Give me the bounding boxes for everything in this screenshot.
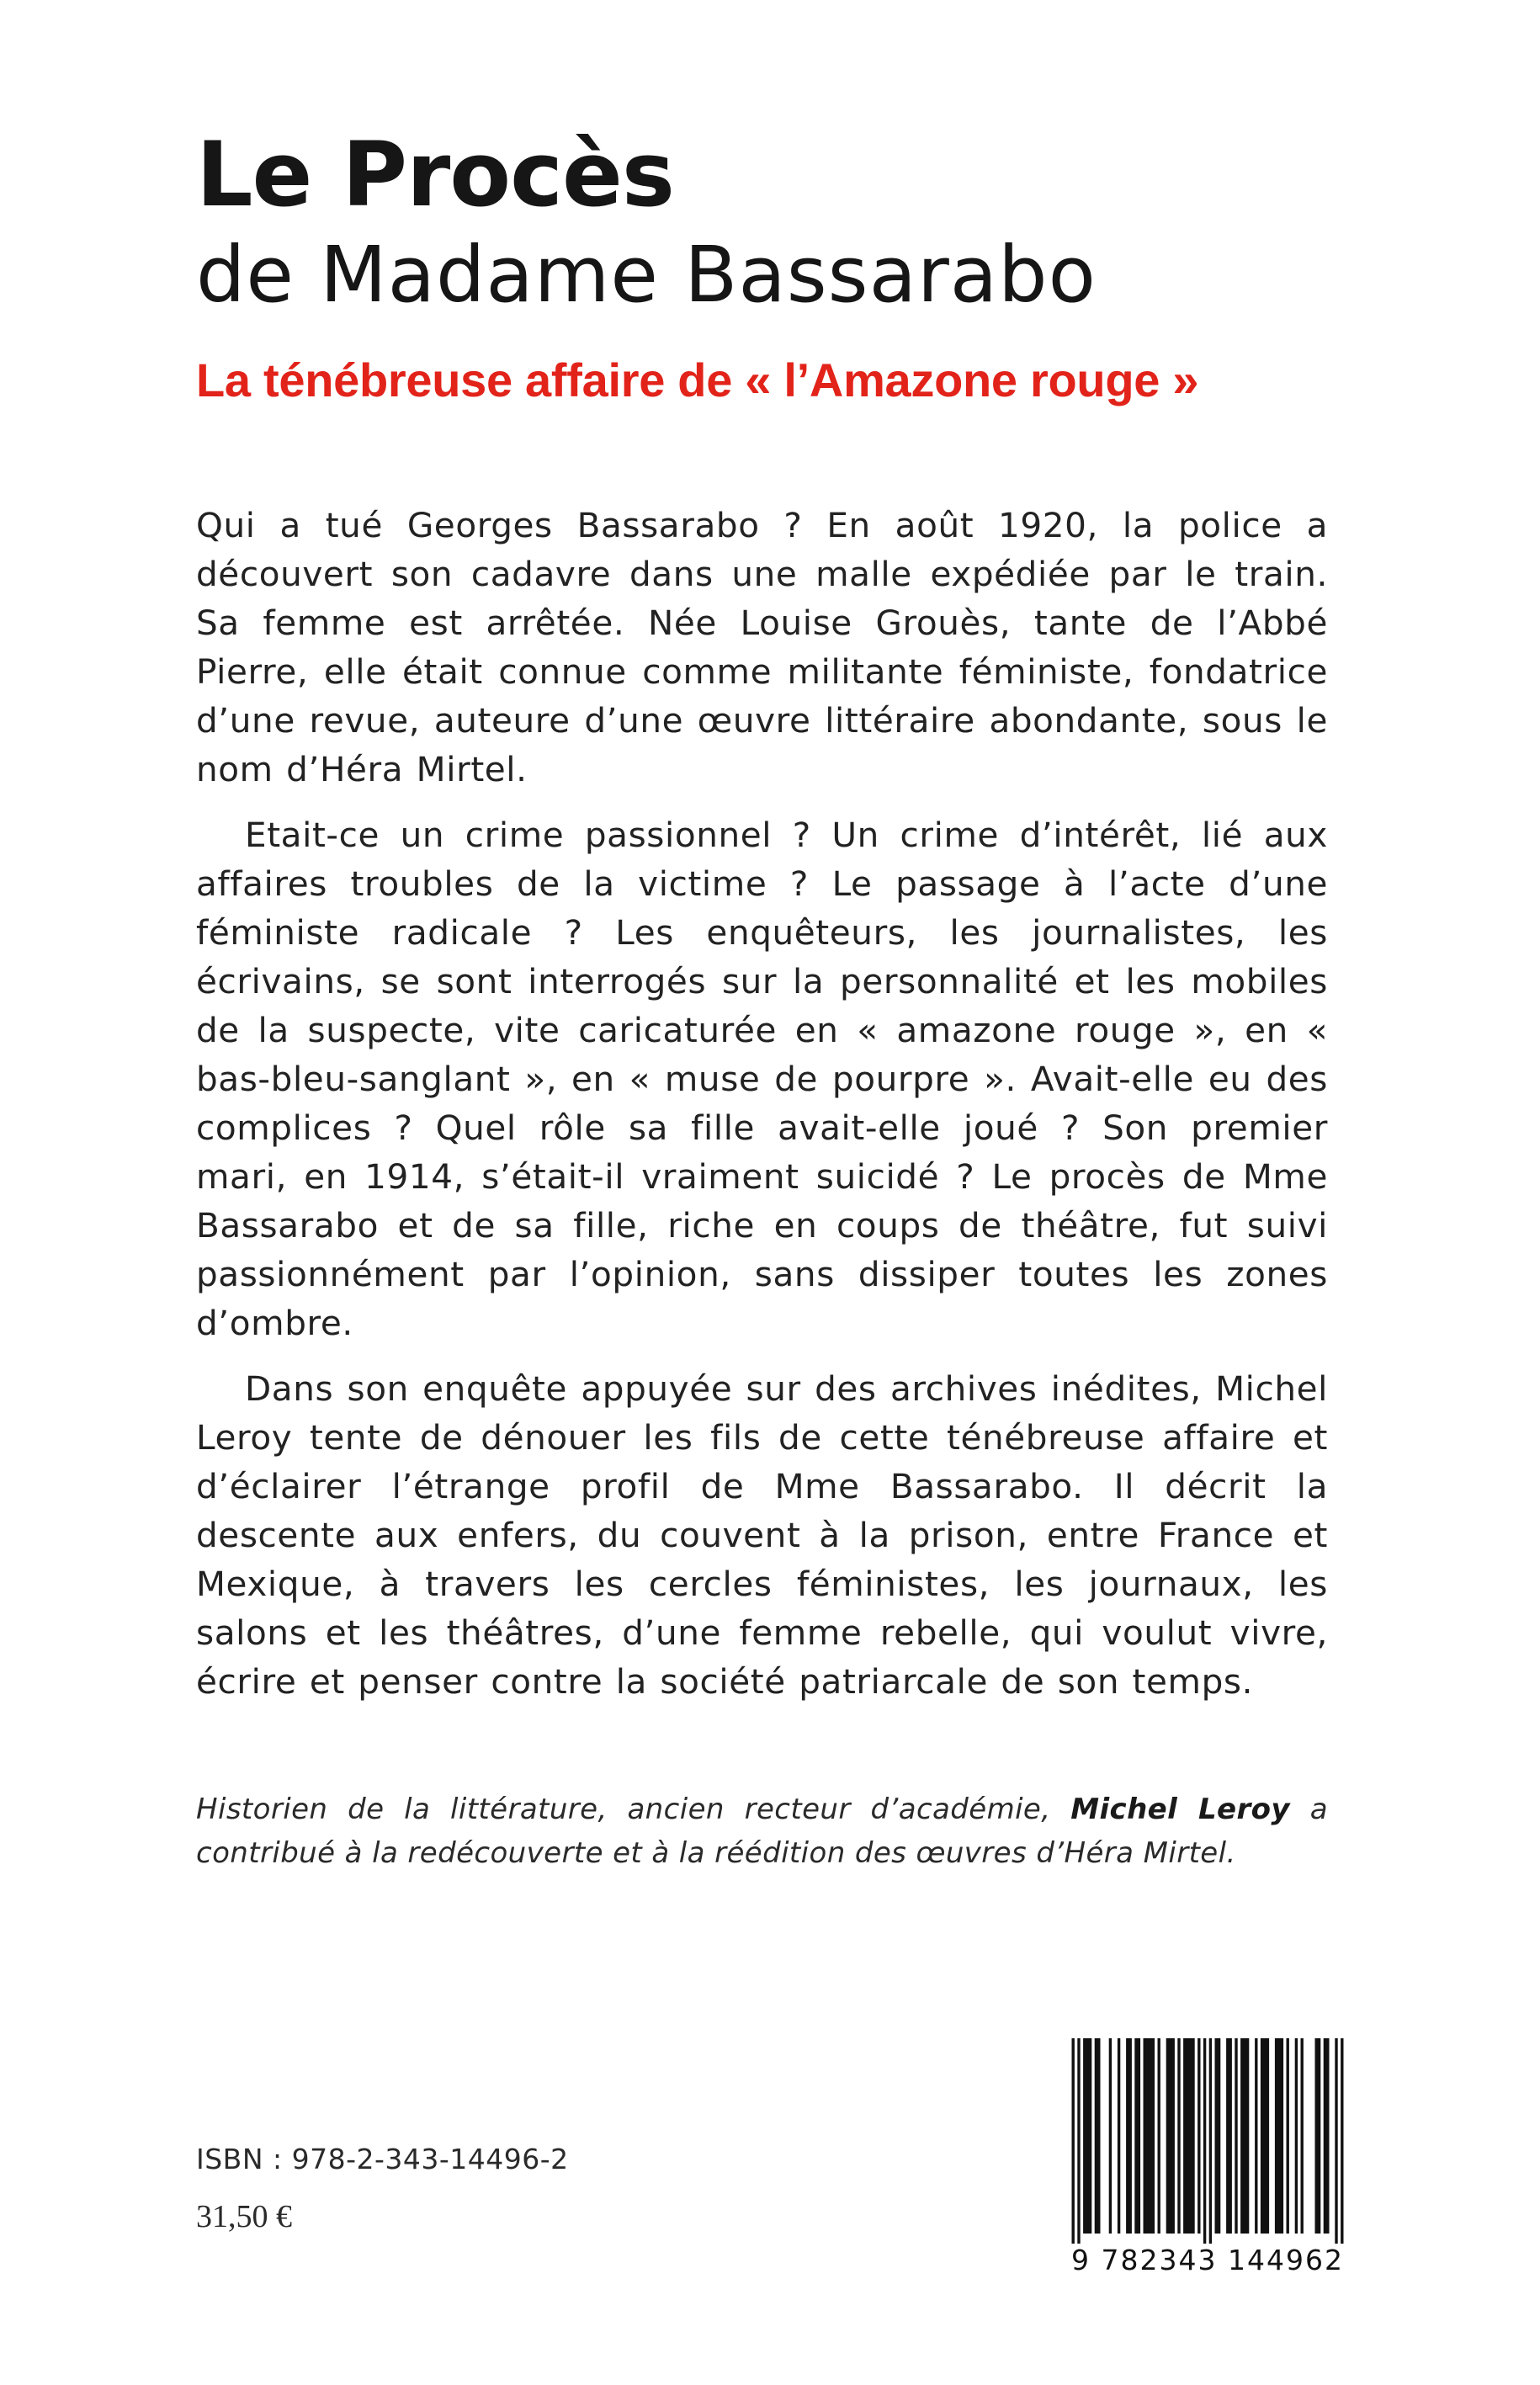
- isbn-label: ISBN : 978-2-343-14496-2: [196, 2143, 569, 2175]
- barcode-bar: [1240, 2038, 1249, 2234]
- barcode-bar: [1083, 2038, 1091, 2234]
- barcode-bar: [1203, 2038, 1206, 2244]
- barcode-bar: [1341, 2038, 1343, 2244]
- barcode-bar: [1126, 2038, 1132, 2234]
- author-bio-intro: Historien de la littérature, ancien recteur d’académie,: [196, 1793, 1071, 1826]
- barcode-bar: [1072, 2038, 1075, 2244]
- book-title-sub: de Madame Bassarabo: [196, 230, 1097, 320]
- barcode-bar: [1109, 2038, 1112, 2234]
- barcode-bars: [1062, 2038, 1353, 2244]
- blurb-paragraph-3: Dans son enquête appuyée sur des archives inédites, Michel Leroy tente de dénouer les fils de cette ténébreuse affaire et d’éclairer l’étrange profil de Mme Bassarabo. Il décrit la descente aux enfers, du couvent à la prison, entre France et Mexique, à travers les cercles féministes, les journaux, les salons et les théâtres, d’une femme rebelle, qui voulut vivre, écrire et penser contre la société patriarcale de son temps.: [196, 1368, 1328, 1702]
- barcode-bar: [1275, 2038, 1283, 2234]
- barcode-bar: [1177, 2038, 1180, 2234]
- barcode-bar: [1118, 2038, 1120, 2234]
- barcode-bar: [1095, 2038, 1101, 2234]
- barcode-bar: [1077, 2038, 1080, 2244]
- barcode-bar: [1166, 2038, 1175, 2234]
- back-cover-blurb: [196, 501, 1328, 1723]
- barcode-bar: [1144, 2038, 1155, 2234]
- barcode-bar: [1335, 2038, 1337, 2244]
- author-bio-rest: a contribué à la redécouverte et à la réédition des œuvres d’Héra Mirtel.: [196, 1793, 1328, 1870]
- barcode-bar: [1255, 2038, 1257, 2234]
- book-title-main: Le Procès: [196, 123, 674, 226]
- barcode-bar: [1235, 2038, 1237, 2234]
- barcode-bar: [1209, 2038, 1212, 2244]
- barcode-bar: [1301, 2038, 1304, 2234]
- barcode-bar: [1261, 2038, 1269, 2234]
- barcode-bar: [1315, 2038, 1321, 2234]
- blurb-paragraph-1: Qui a tué Georges Bassarabo ? En août 1920, la police a découvert son cadavre dans une malle expédiée par le train. Sa femme est arrêtée. Née Louise Grouès, tante de l’Abbé Pierre, elle était connue comme militante féministe, fondatrice d’une revue, auteure d’une œuvre littéraire abondante, sous le nom d’Héra Mirtel.: [196, 505, 1328, 789]
- barcode-bar: [1287, 2038, 1289, 2234]
- author-name: Michel Leroy: [1070, 1793, 1290, 1826]
- barcode-bar: [1183, 2038, 1195, 2234]
- author-bio: [196, 1787, 1328, 1875]
- barcode-bar: [1215, 2038, 1221, 2234]
- price-label: 31,50 €: [196, 2199, 292, 2234]
- barcode: [1062, 2038, 1353, 2282]
- barcode-bar: [1158, 2038, 1160, 2234]
- barcode-bar: [1134, 2038, 1140, 2234]
- book-subtitle: La ténébreuse affaire de « l’Amazone rouge »: [196, 353, 1199, 406]
- barcode-bar: [1295, 2038, 1298, 2234]
- barcode-digits: 9 782343 144962: [1071, 2244, 1344, 2276]
- barcode-bar: [1197, 2038, 1200, 2234]
- blurb-paragraph-2: Etait-ce un crime passionnel ? Un crime d’intérêt, lié aux affaires troubles de la victime ? Le passage à l’acte d’une féministe radicale ? Les enquêteurs, les journalistes, les écrivains, se sont interrogés sur la personnalité et les mobiles de la suspecte, vite caricaturée en « amazone rouge », en « bas-bleu-sanglant », en « muse de pourpre ». Avait-elle eu des complices ? Quel rôle sa fille avait-elle joué ? Son premier mari, en 1914, s’était-il vraiment suicidé ? Le procès de Mme Bassarabo et de sa fille, riche en coups de théâtre, fut suivi passionnément par l’opinion, sans dissiper toutes les zones d’ombre.: [196, 815, 1328, 1343]
- barcode-bar: [1324, 2038, 1330, 2234]
- barcode-bar: [1226, 2038, 1232, 2234]
